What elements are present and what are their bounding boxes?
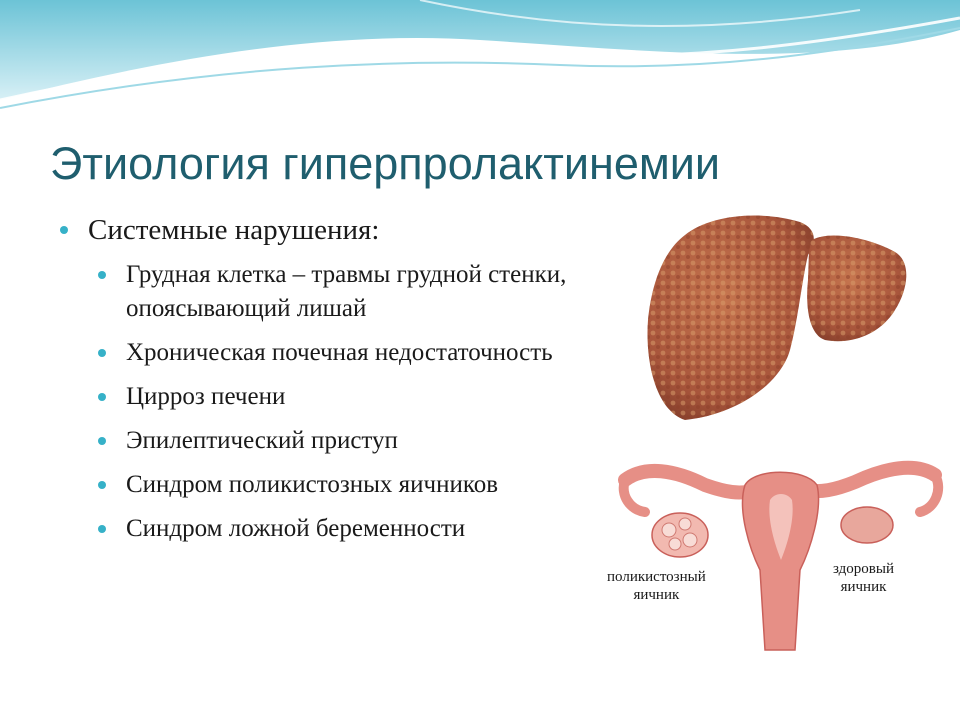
- healthy-ovary-label: [833, 560, 894, 596]
- sub-bullet-item: [98, 258, 620, 326]
- sub-bullet-item: [98, 380, 620, 414]
- bullet-icon: [98, 393, 106, 401]
- sub-bullet-item: [98, 468, 620, 502]
- uterus-ovaries-image: [605, 440, 955, 660]
- sub-bullet-item: [98, 336, 620, 370]
- main-bullet-text: Системные нарушения:: [88, 214, 380, 246]
- uterus-illustration: [605, 440, 955, 660]
- sub-bullet-list: [98, 258, 620, 546]
- healthy-ovary-label-text: здоровый яичник: [833, 561, 894, 595]
- polycystic-ovary-label-text: поликистозный яичник: [607, 569, 706, 603]
- bullet-icon: [98, 437, 106, 445]
- bullet-icon: [60, 226, 68, 234]
- sub-bullet-item: [98, 512, 620, 546]
- bullet-icon: [98, 481, 106, 489]
- slide-title: Этиология гиперпролактинемии: [50, 138, 721, 189]
- sub-bullet-text: Грудная клетка – травмы грудной стенки, опоясывающий лишай: [126, 261, 567, 322]
- sub-bullet-text: Синдром ложной беременности: [126, 515, 466, 542]
- sub-bullet-text: Цирроз печени: [126, 383, 286, 410]
- sub-bullet-text: Эпилептический приступ: [126, 427, 398, 454]
- header-wave-decoration: [0, 0, 960, 140]
- bullet-content: [60, 212, 620, 556]
- sub-bullet-item: [98, 424, 620, 458]
- polycystic-ovary-label: [607, 568, 706, 604]
- bullet-icon: [98, 349, 106, 357]
- bullet-icon: [98, 525, 106, 533]
- sub-bullet-text: Хроническая почечная недостаточность: [126, 339, 553, 366]
- main-bullet: [60, 212, 620, 248]
- sub-bullet-text: Синдром поликистозных яичников: [126, 471, 499, 498]
- cirrhotic-liver-image: [640, 200, 930, 430]
- bullet-icon: [98, 271, 106, 279]
